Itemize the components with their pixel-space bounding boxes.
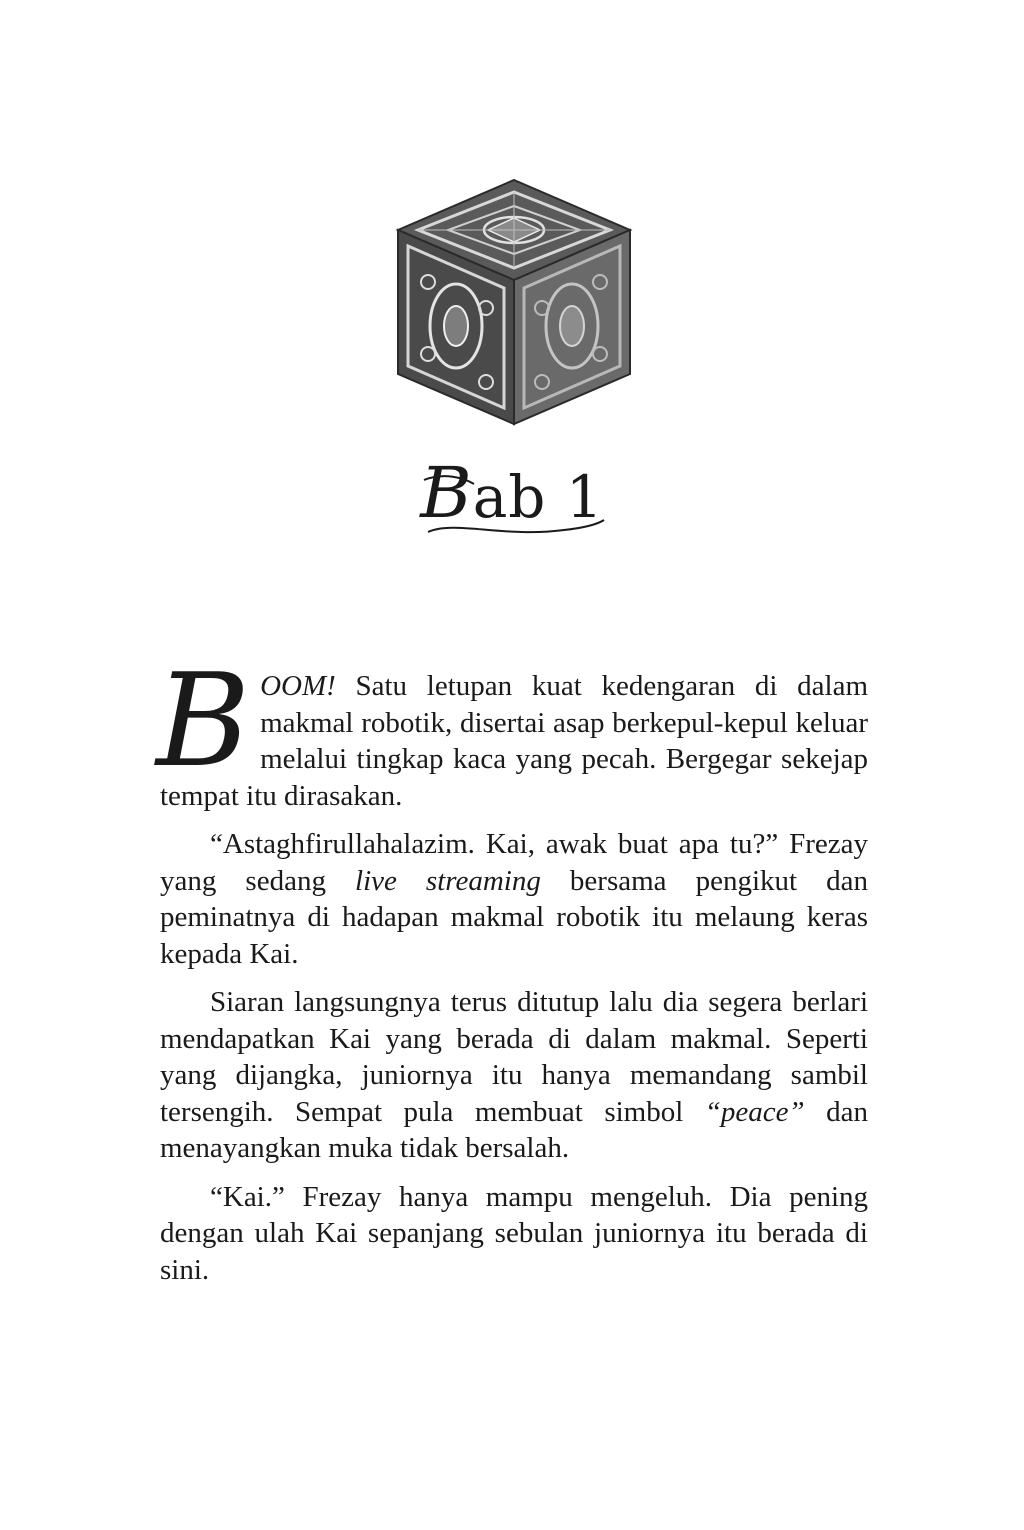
- chapter-title-rest: ab 1: [472, 463, 604, 531]
- drop-cap: B: [156, 647, 251, 796]
- paragraph-2: [160, 826, 868, 972]
- chapter-title-letter: B: [420, 452, 473, 534]
- paragraph-2-emphasis: live streaming: [355, 864, 541, 897]
- paragraph-1-text: Satu letupan kuat kedengaran di dalam makmal robotik, disertai asap berkepul-kepul keluar melalui tingkap kaca yang pecah. Bergegar sekejap tempat itu dirasakan.: [160, 670, 868, 812]
- paragraph-2-after: bersama pengikut dan peminatnya di hadapan makmal robotik itu melaung keras kepada Kai.: [160, 864, 868, 970]
- paragraph-2-before: “Astaghfirullahalazim. Kai, awak buat apa tu?” Frezay yang sedang: [160, 828, 868, 897]
- paragraph-4: “Kai.” Frezay hanya mampu mengeluh. Dia pening dengan ulah Kai sepanjang sebulan juniornya itu berada di sini.: [160, 1180, 868, 1286]
- paragraph-1-emphasis: OOM!: [260, 670, 336, 702]
- paragraph-3-before: Siaran langsungnya terus ditutup lalu dia segera berlari mendapatkan Kai yang berada di dalam makmal. Seperti yang dijangka, juniornya itu hanya memandang sambil tersengih. Sempat pula membuat simbol: [160, 986, 868, 1128]
- paragraph-3-after: dan menayangkan muka tidak bersalah.: [160, 1095, 868, 1164]
- paragraph-3-emphasis: “peace”: [704, 1095, 805, 1128]
- paragraph-1: [156, 647, 868, 814]
- chapter-body: [156, 647, 868, 1300]
- paragraph-3: [160, 984, 868, 1167]
- chapter-title: [0, 452, 1024, 534]
- ornate-cube-icon: [394, 178, 634, 428]
